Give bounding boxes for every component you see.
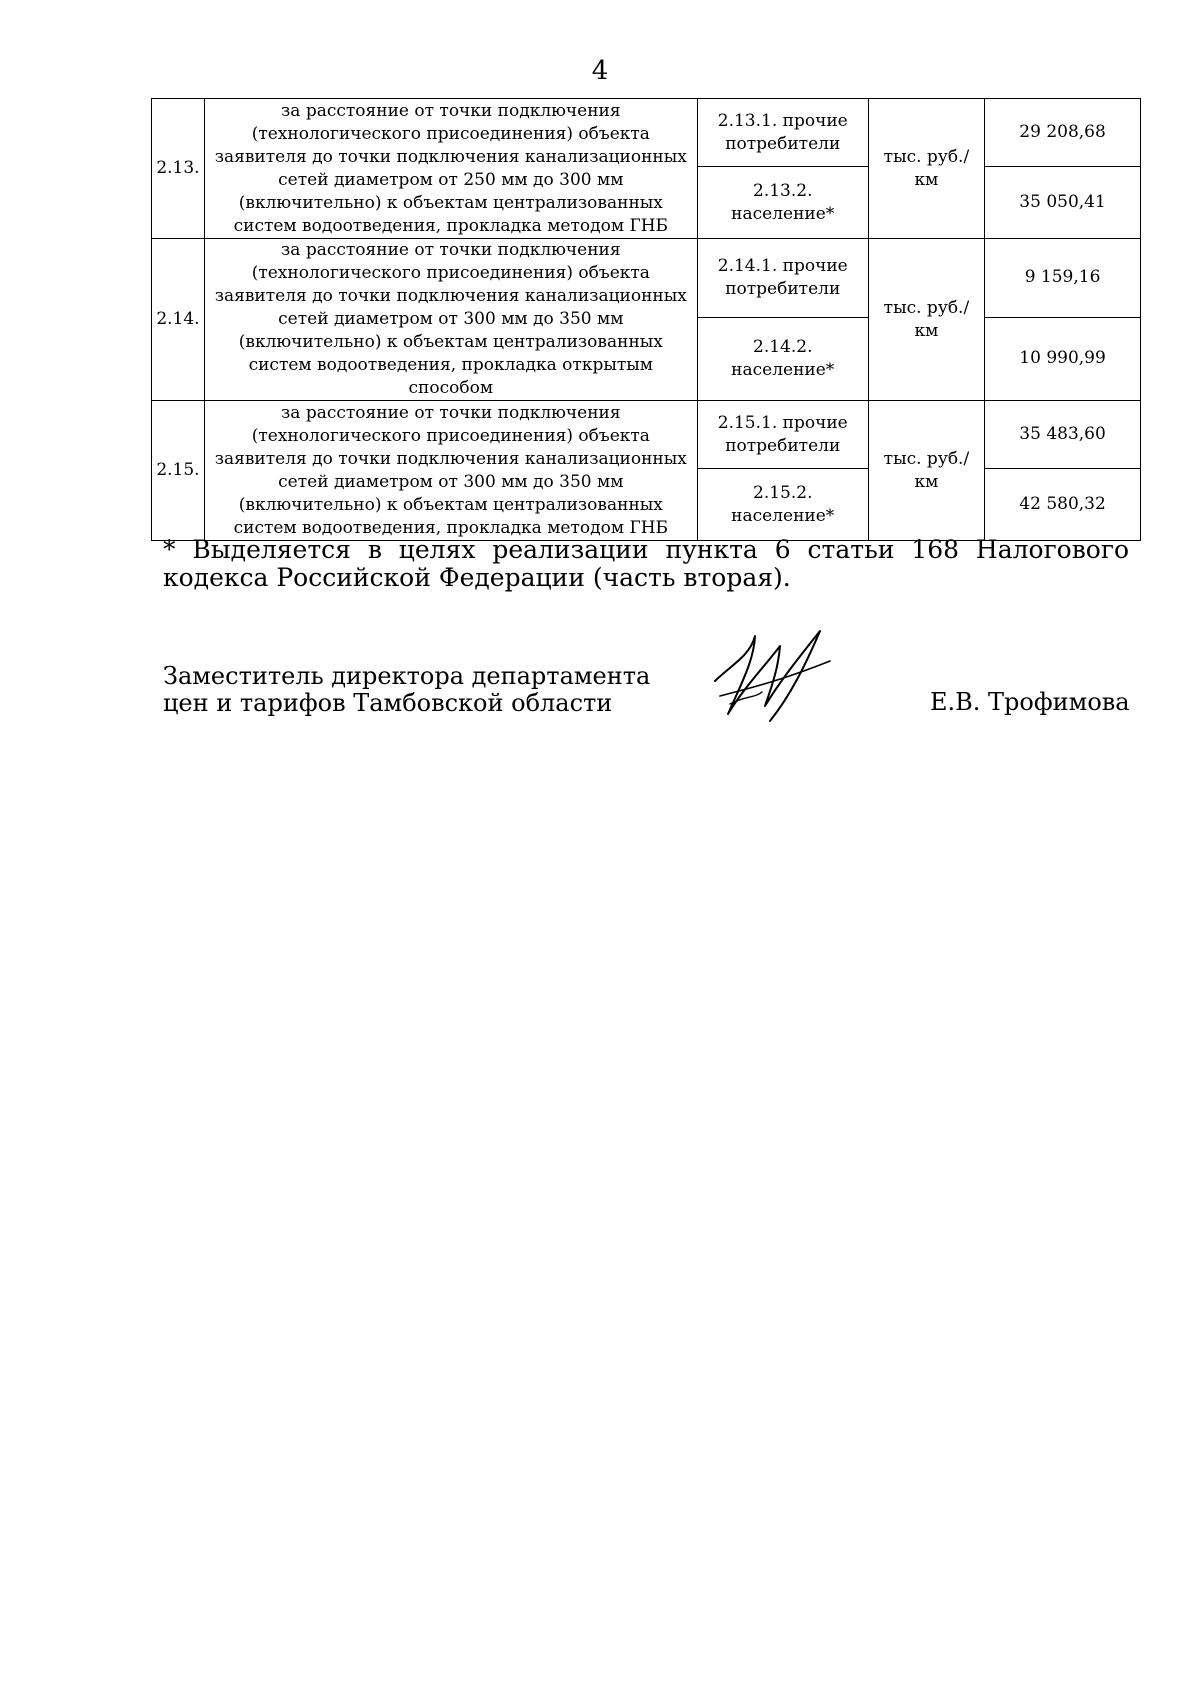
tariff-value: 9 159,16 — [985, 239, 1141, 318]
tariff-value: 29 208,68 — [985, 99, 1141, 167]
tariff-value: 35 050,41 — [985, 167, 1141, 239]
consumer-category: 2.13.2. население* — [697, 167, 868, 239]
row-description: за расстояние от точки подключения (технологического присоединения) объекта заявителя до точки подключения канализационных сетей диаметром от 300 мм до 350 мм (включительно) к объектам централизованных систем водоотведения, прокладка методом ГНБ — [204, 401, 697, 541]
row-description: за расстояние от точки подключения (технологического присоединения) объекта заявителя до точки подключения канализационных сетей диаметром от 250 мм до 300 мм (включительно) к объектам централизованных систем водоотведения, прокладка методом ГНБ — [204, 99, 697, 239]
consumer-category: 2.15.2. население* — [697, 469, 868, 541]
footnote: * Выделяется в целях реализации пункта 6 статьи 168 Налогового кодекса Российской Федерации (часть вторая). — [163, 535, 1129, 592]
signatory-position-line: цен и тарифов Тамбовской области — [163, 689, 613, 717]
tariff-value: 42 580,32 — [985, 469, 1141, 541]
signatory-position — [163, 663, 650, 717]
tariff-table — [151, 98, 1141, 541]
unit-of-measure: тыс. руб./км — [868, 99, 984, 239]
unit-of-measure: тыс. руб./км — [868, 239, 984, 401]
tariff-value: 10 990,99 — [985, 317, 1141, 400]
handwritten-signature — [710, 626, 840, 726]
signatory-position-line: Заместитель директора департамента — [163, 662, 651, 690]
row-number: 2.14. — [152, 239, 205, 401]
row-number: 2.13. — [152, 99, 205, 239]
consumer-category: 2.14.2. население* — [697, 317, 868, 400]
unit-of-measure: тыс. руб./км — [868, 401, 984, 541]
consumer-category: 2.13.1. прочие потребители — [697, 99, 868, 167]
row-description: за расстояние от точки подключения (технологического присоединения) объекта заявителя до точки подключения канализационных сетей диаметром от 300 мм до 350 мм (включительно) к объектам централизованных систем водоотведения, прокладка открытым способом — [204, 239, 697, 401]
signatory-name: Е.В. Трофимова — [930, 688, 1130, 716]
table-row — [152, 401, 1141, 469]
consumer-category: 2.15.1. прочие потребители — [697, 401, 868, 469]
row-number: 2.15. — [152, 401, 205, 541]
table-row — [152, 99, 1141, 167]
page-number: 4 — [591, 56, 609, 86]
tariff-value: 35 483,60 — [985, 401, 1141, 469]
table-row — [152, 239, 1141, 318]
consumer-category: 2.14.1. прочие потребители — [697, 239, 868, 318]
